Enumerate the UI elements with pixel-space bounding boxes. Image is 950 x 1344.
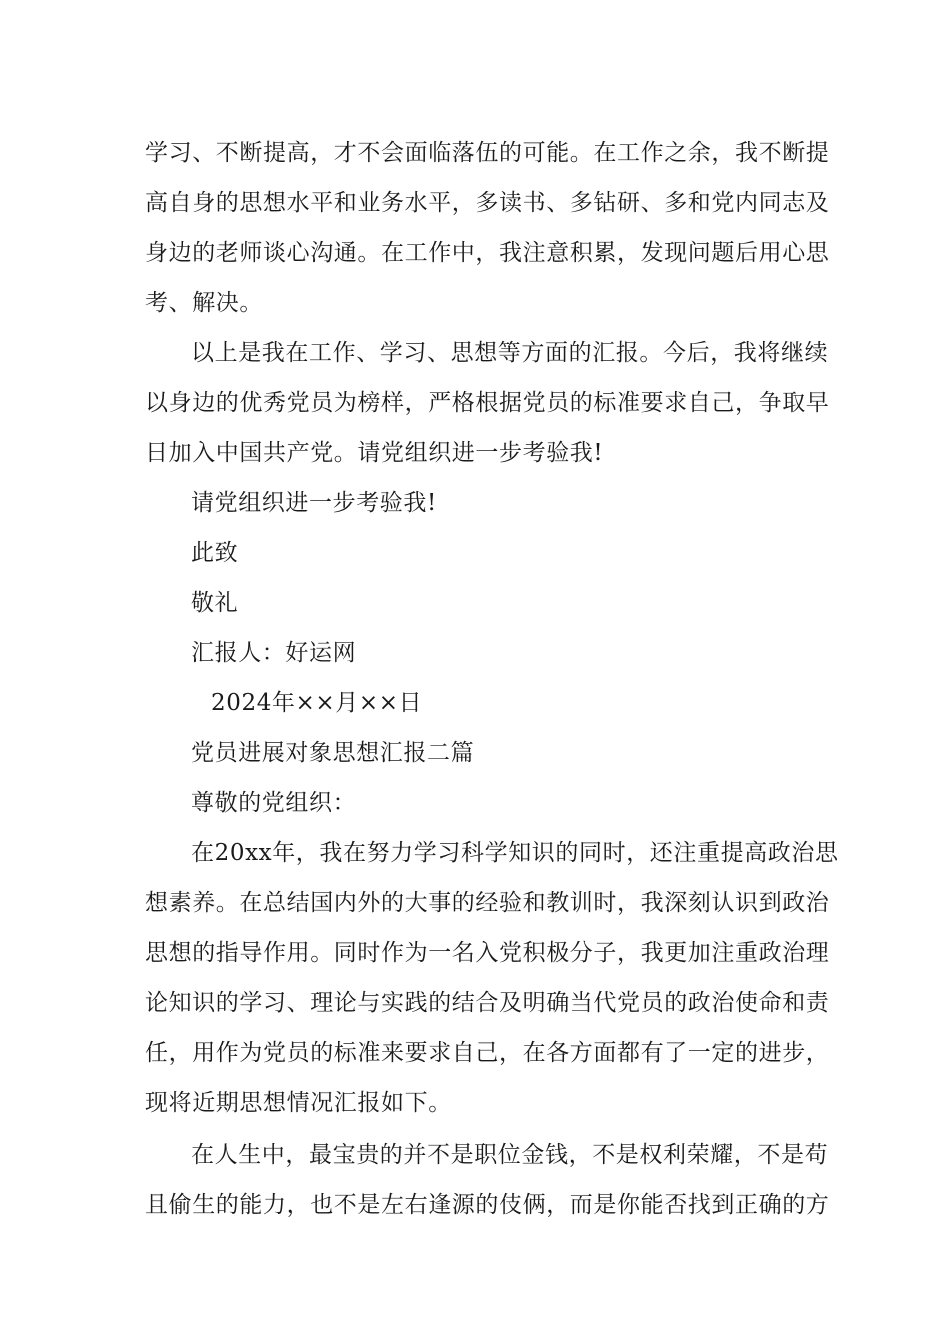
- text-line: 在人生中，最宝贵的并不是职位金钱，不是权利荣耀，不是苟: [191, 1142, 829, 1168]
- text-line: 想素养。在总结国内外的大事的经验和教训时，我深刻认识到政治: [145, 890, 830, 916]
- paragraph-life: [145, 1130, 830, 1230]
- greeting: 尊敬的党组织：: [191, 790, 357, 816]
- salutation-line-2: 敬礼: [191, 590, 239, 616]
- paragraph-intro: [145, 828, 839, 1128]
- text-line: 且偷生的能力，也不是左右逢源的伎俩，而是你能否找到正确的方: [145, 1192, 830, 1218]
- text-line: 身边的老师谈心沟通。在工作中，我注意积累，发现问题后用心思: [145, 240, 830, 266]
- text-line: 学习、不断提高，才不会面临落伍的可能。在工作之余，我不断提: [145, 140, 830, 166]
- second-report-title: 党员进展对象思想汇报二篇: [191, 740, 475, 766]
- salutation-line-1: 此致: [191, 540, 239, 566]
- text-line: 考、解决。: [145, 290, 263, 316]
- text-line: 思想的指导作用。同时作为一名入党积极分子，我更加注重政治理: [145, 940, 830, 966]
- text-line: 日加入中国共产党。请党组织进一步考验我!: [145, 440, 604, 466]
- text-line: 论知识的学习、理论与实践的结合及明确当代党员的政治使命和责: [145, 990, 830, 1016]
- text-line: 以上是我在工作、学习、思想等方面的汇报。今后，我将继续: [191, 340, 829, 366]
- text-line: 以身边的优秀党员为榜样，严格根据党员的标准要求自己，争取早: [145, 390, 830, 416]
- reporter-signature: 汇报人：好运网: [191, 640, 357, 666]
- text-line: 任，用作为党员的标准来要求自己，在各方面都有了一定的进步，: [145, 1040, 830, 1066]
- text-line: 现将近期思想情况汇报如下。: [145, 1090, 452, 1116]
- text-line: 高自身的思想水平和业务水平，多读书、多钻研、多和党内同志及: [145, 190, 830, 216]
- paragraph-summary: [145, 328, 830, 478]
- text-line: 在20xx年，我在努力学习科学知识的同时，还注重提高政治思: [191, 840, 839, 866]
- paragraph-continuation: [145, 128, 830, 328]
- closing-request: 请党组织进一步考验我!: [191, 490, 437, 516]
- report-date: 2024年××月××日: [211, 690, 423, 716]
- closing-block: [145, 478, 810, 728]
- document-page: [145, 128, 839, 1230]
